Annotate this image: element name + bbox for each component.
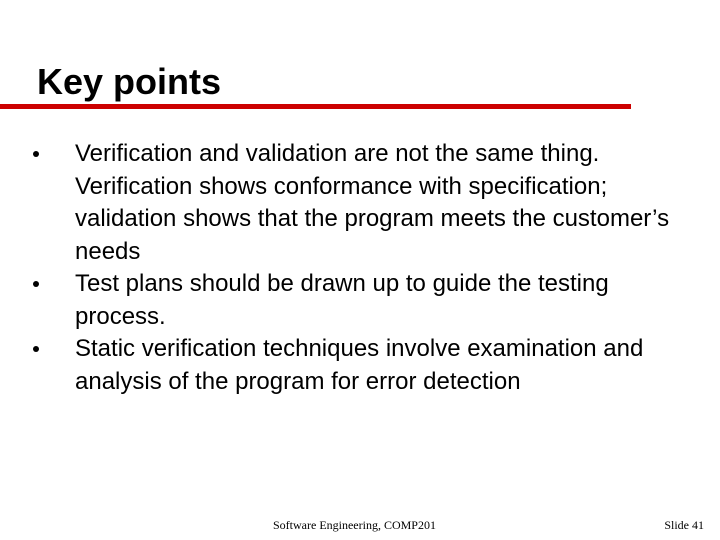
bullet-dot-icon bbox=[33, 346, 39, 352]
bullet-dot-icon bbox=[33, 281, 39, 287]
bullet-text: Test plans should be drawn up to guide the testing process. bbox=[75, 270, 609, 330]
footer-slide-number: Slide 41 bbox=[664, 518, 704, 532]
bullet-text: Verification and validation are not the same thing. Verification shows conformance with specification; validation shows that the program meets the customer’s needs bbox=[75, 140, 670, 265]
bullet-item bbox=[0, 268, 720, 333]
title-underline bbox=[0, 104, 631, 109]
bullet-item bbox=[0, 138, 720, 268]
slide-title: Key points bbox=[37, 61, 222, 102]
bullet-dot-icon bbox=[33, 151, 39, 157]
bullet-item bbox=[0, 333, 720, 398]
bullet-text: Static verification techniques involve examination and analysis of the program for error detection bbox=[75, 335, 644, 395]
bullet-list bbox=[0, 138, 720, 398]
footer-course: Software Engineering, COMP201 bbox=[273, 518, 436, 532]
